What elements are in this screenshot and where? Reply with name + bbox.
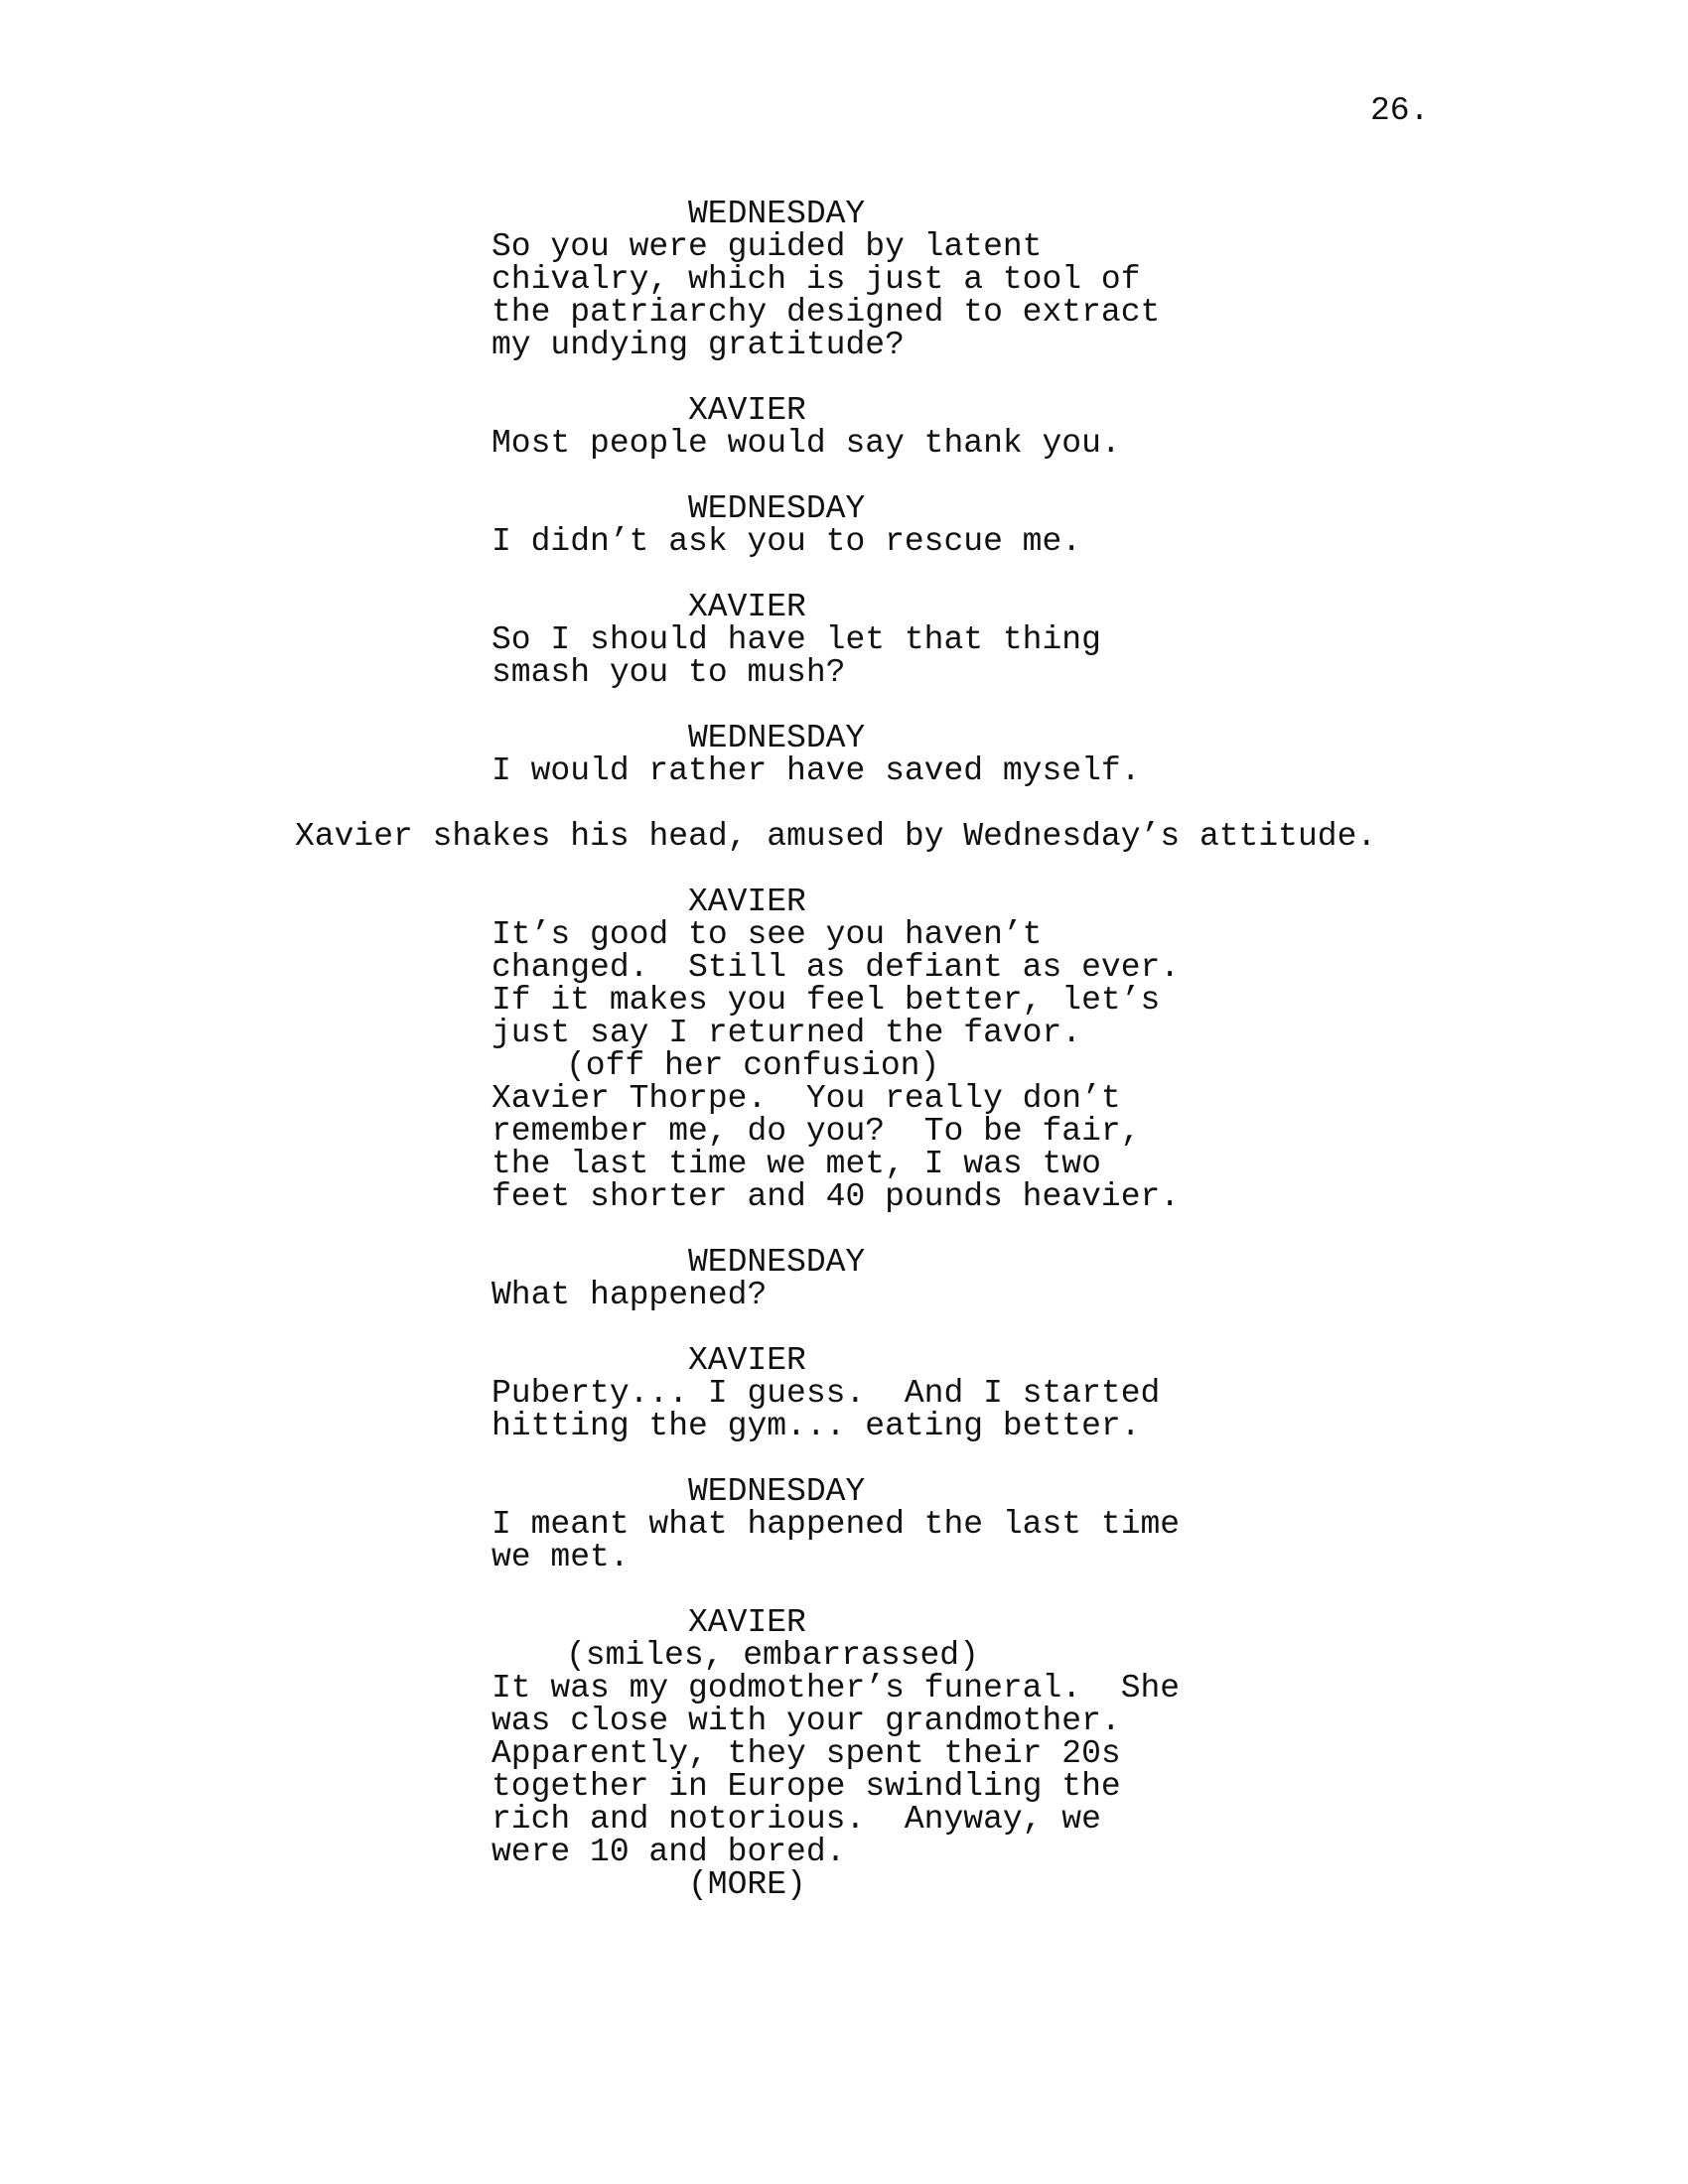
- dialogue-line: the last time we met, I was two: [492, 1146, 1101, 1182]
- dialogue-line: Most people would say thank you.: [492, 425, 1121, 462]
- blank-line: [0, 853, 1688, 886]
- blank-line: [0, 460, 1688, 492]
- dialogue-line: I meant what happened the last time: [492, 1506, 1181, 1543]
- dialogue-line: was close with your grandmother.: [492, 1703, 1121, 1739]
- dialogue-line: just say I returned the favor.: [492, 1015, 1082, 1051]
- character-name: WEDNESDAY: [688, 720, 866, 756]
- character-name: XAVIER: [688, 884, 806, 920]
- character-name: WEDNESDAY: [688, 1244, 866, 1281]
- blank-line: [0, 689, 1688, 722]
- dialogue-line: It was my godmother’s funeral. She: [492, 1670, 1181, 1706]
- dialogue-line: It’s good to see you haven’t: [492, 916, 1043, 953]
- blank-line: [0, 1442, 1688, 1475]
- blank-line: [0, 787, 1688, 820]
- dialogue-line: Apparently, they spent their 20s: [492, 1735, 1121, 1772]
- dialogue-line: I would rather have saved myself.: [492, 752, 1141, 789]
- blank-line: [0, 558, 1688, 591]
- dialogue-line: So you were guided by latent: [492, 228, 1043, 265]
- dialogue-line: were 10 and bored.: [492, 1834, 846, 1870]
- action-line: Xavier shakes his head, amused by Wednesday’s attitude.: [295, 818, 1377, 855]
- parenthetical: (off her confusion): [566, 1047, 940, 1084]
- dialogue-line: remember me, do you? To be fair,: [492, 1113, 1141, 1150]
- dialogue-line: smash you to mush?: [492, 654, 846, 691]
- dialogue-line: rich and notorious. Anyway, we: [492, 1801, 1101, 1838]
- dialogue-line: hitting the gym... eating better.: [492, 1408, 1141, 1444]
- character-name: WEDNESDAY: [688, 490, 866, 527]
- more-marker: (MORE): [688, 1866, 806, 1903]
- dialogue-line: the patriarchy designed to extract: [492, 294, 1161, 331]
- dialogue-line: changed. Still as defiant as ever.: [492, 949, 1181, 986]
- dialogue-line: feet shorter and 40 pounds heavier.: [492, 1178, 1181, 1215]
- blank-line: [0, 1573, 1688, 1606]
- dialogue-line: chivalry, which is just a tool of: [492, 261, 1141, 298]
- screenplay-body: [0, 198, 1688, 1901]
- parenthetical: (smiles, embarrassed): [566, 1637, 979, 1674]
- character-name: XAVIER: [688, 1342, 806, 1379]
- dialogue-line: Puberty... I guess. And I started: [492, 1375, 1161, 1412]
- blank-line: [0, 1213, 1688, 1246]
- character-name: WEDNESDAY: [688, 1473, 866, 1510]
- blank-line: [0, 1311, 1688, 1344]
- character-name: XAVIER: [688, 392, 806, 429]
- dialogue-line: What happened?: [492, 1277, 768, 1313]
- blank-line: [0, 361, 1688, 394]
- dialogue-line: Xavier Thorpe. You really don’t: [492, 1080, 1121, 1117]
- dialogue-line: I didn’t ask you to rescue me.: [492, 523, 1082, 560]
- character-name: XAVIER: [688, 589, 806, 625]
- dialogue-line: my undying gratitude?: [492, 327, 905, 363]
- character-name: WEDNESDAY: [688, 196, 866, 232]
- dialogue-line: together in Europe swindling the: [492, 1768, 1121, 1805]
- dialogue-line: we met.: [492, 1539, 630, 1575]
- page-number: 26.: [1370, 92, 1430, 129]
- character-name: XAVIER: [688, 1604, 806, 1641]
- dialogue-line: So I should have let that thing: [492, 621, 1101, 658]
- dialogue-line: If it makes you feel better, let’s: [492, 982, 1161, 1019]
